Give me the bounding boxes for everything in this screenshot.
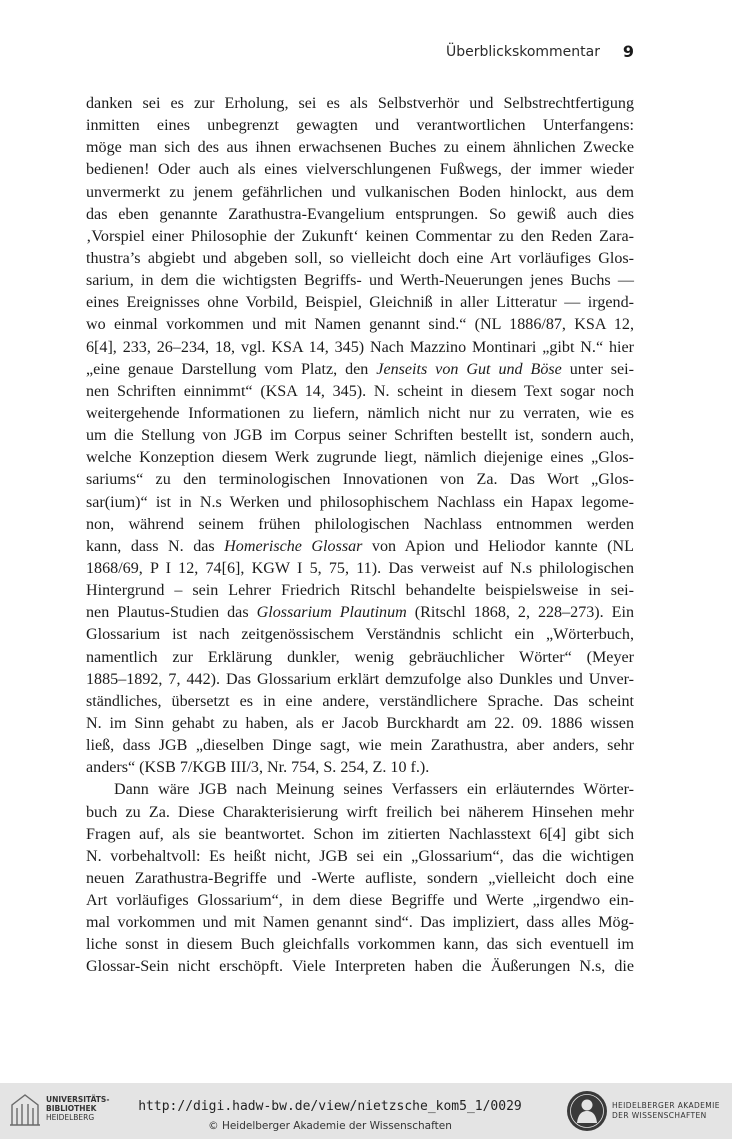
- text-line: kann, dass N. das Homerische Glossar von Apion und Heliodor kannte (NL: [86, 537, 634, 555]
- text-line: welche Konzeption diesem Werk zugrunde liegt, nämlich diejenige eines „Glos-: [86, 449, 634, 467]
- paragraph-start-line: Dann wäre JGB nach Meinung seines Verfassers ein erläuterndes Wörter-: [114, 781, 634, 799]
- text-line: das eben genannte Zarathustra-Evangelium entsprungen. So gewiß auch dies: [86, 205, 634, 223]
- text-line: „eine genaue Darstellung vom Platz, den Jenseits von Gut und Böse unter sei-: [86, 360, 634, 378]
- text-line: möge man sich des aus ihnen erwachsenen Buches zu einem ähnlichen Zwecke: [86, 139, 634, 157]
- text-line: sar(ium)“ ist in N.s Werken und philosophischem Nachlass ein Hapax legome-: [86, 493, 634, 511]
- text-line: N. vorbehaltvoll: Es heißt nicht, JGB sei ein „Glossarium“, das die wichtigen: [86, 847, 634, 865]
- text-line: danken sei es zur Erholung, sei es als Selbstverhör und Selbstrechtfertigung: [86, 95, 634, 112]
- paragraph-end-line: anders“ (KSB 7/KGB III/3, Nr. 754, S. 254, Z. 10 f.).: [86, 759, 430, 777]
- text-line: thustra’s abgiebt und abgeben soll, so vielleicht doch eine Art vorläufiges Glos-: [86, 249, 634, 267]
- text-line: nen Schriften einnimmt“ (KSA 14, 345). N. scheint in diesem Text sogar noch: [86, 382, 634, 400]
- text-line: um die Stellung von JGB im Corpus seiner Schriften bestellt ist, sondern auch,: [86, 427, 634, 445]
- text-line: 6[4], 233, 26–234, 18, vgl. KSA 14, 345) Nach Mazzino Montinari „gibt N.“ hier: [86, 338, 634, 356]
- text-line: non, während seinem frühen philologischen Nachlass entnommen werden: [86, 515, 634, 533]
- source-url-link[interactable]: http://digi.hadw-bw.de/view/nietzsche_kom5_1/0029: [138, 1099, 522, 1114]
- text-line: namentlich zur Erklärung dunkler, wenig gebräuchlicher Wörter“ (Meyer: [86, 648, 634, 666]
- commentary-body: [86, 93, 634, 979]
- text-line: wo einmal vorkommen und mit Namen genannt sind.“ (NL 1886/87, KSA 12,: [86, 316, 634, 334]
- text-line: ‚Vorspiel einer Philosophie der Zukunft‘ keinen Commentar zu den Reden Zara-: [86, 227, 634, 245]
- text-line: nen Plautus-Studien das Glossarium Plautinum (Ritschl 1868, 2, 228–273). Ein: [86, 604, 635, 622]
- work-title: Glossarium Plautinum: [256, 604, 407, 622]
- academy-name: [612, 1101, 720, 1120]
- academy-name-line: DER WISSENSCHAFTEN: [612, 1110, 707, 1120]
- text-line: buch zu Za. Diese Charakterisierung wirft freilich bei näherem Hinsehen mehr: [86, 803, 634, 821]
- text-line: eines Ereignisses ohne Vorbild, Beispiel, Gleichniß in aller Litteratur — irgend-: [86, 294, 634, 312]
- text-line: sarium, in dem die wichtigsten Begriffs- und Werth-Neuerungen jenes Buchs —: [86, 272, 634, 290]
- copyright-notice: © Heidelberger Akademie der Wissenschaften: [208, 1120, 452, 1132]
- text-line: unvermerkt zu jenem gefährlichen und vulkanischen Boden hinlockt, aus dem: [86, 183, 634, 201]
- text-line: 1868/69, P I 12, 74[6], KGW I 5, 75, 11). Das verweist auf N.s philologischen: [86, 559, 634, 577]
- text-line: ließ, dass JGB „dieselben Dinge sagt, wie mein Zarathustra, aber anders, sehr: [86, 737, 634, 755]
- library-name-line: UNIVERSITÄTS-: [46, 1095, 110, 1104]
- text-line: ständliches, übersetzt es in eine andere, verständlichere Sprache. Das scheint: [86, 692, 634, 710]
- text-line: liche sonst in diesem Buch gleichfalls vorkommen kann, das sich eventuell im: [86, 936, 634, 954]
- text-line: Art vorläufiges Glossarium“, in dem diese Begriffe und Werte „irgendwo ein-: [86, 892, 634, 910]
- text-line: bedienen! Oder auch als eines vielverschlungenen Fußwegs, der immer wieder: [86, 161, 634, 179]
- text-line: inmitten eines unbegrenzt gewagten und verantwortlichen Unterfangens:: [86, 117, 634, 135]
- work-title: Homerische Glossar: [224, 537, 363, 555]
- academy-name-line: HEIDELBERGER AKADEMIE: [612, 1101, 720, 1110]
- text-line: sariums“ zu den terminologischen Innovationen von Za. Das Wort „Glos-: [86, 471, 634, 489]
- page-number: 9: [622, 42, 634, 61]
- running-title: Überblickskommentar: [445, 44, 600, 60]
- text-line: Glossar-Sein nicht erschöpft. Viele Interpreten haben die Äußerungen N.s, die: [86, 958, 634, 976]
- text-line: N. im Sinn gehabt zu haben, als er Jacob Burckhardt am 22. 09. 1886 wissen: [86, 714, 634, 732]
- page-header: [86, 40, 634, 68]
- text-line: neuen Zarathustra-Begriffe und -Werte aufliste, sondern „vielleicht doch eine: [86, 869, 634, 887]
- text-line: Fragen auf, als sie beantwortet. Schon im zitierten Nachlasstext 6[4] gibt sich: [86, 825, 634, 843]
- text-line: mal vorkommen und mit Namen genannt sind“. Das impliziert, dass alles Mög-: [86, 914, 634, 932]
- work-title: Jenseits von Gut und Böse: [376, 360, 562, 378]
- text-line: 1885–1892, 7, 442). Das Glossarium erklärt demzufolge also Dunkles und Unver-: [86, 670, 634, 688]
- text-line: weitergehende Informationen zu liefern, nämlich nicht nur zu verraten, wie es: [86, 404, 634, 422]
- footer-bar: [0, 1083, 732, 1139]
- text-line: Hintergrund – sein Lehrer Friedrich Ritschl behandelte beispielsweise in sei-: [86, 582, 634, 600]
- library-name-line: BIBLIOTHEK: [46, 1104, 97, 1113]
- academy-seal-icon: [566, 1090, 608, 1132]
- library-name-line: HEIDELBERG: [46, 1113, 95, 1122]
- text-line: Glossarium ist nach zeitgenössischem Verständnis schlicht ein „Wörterbuch,: [86, 626, 634, 644]
